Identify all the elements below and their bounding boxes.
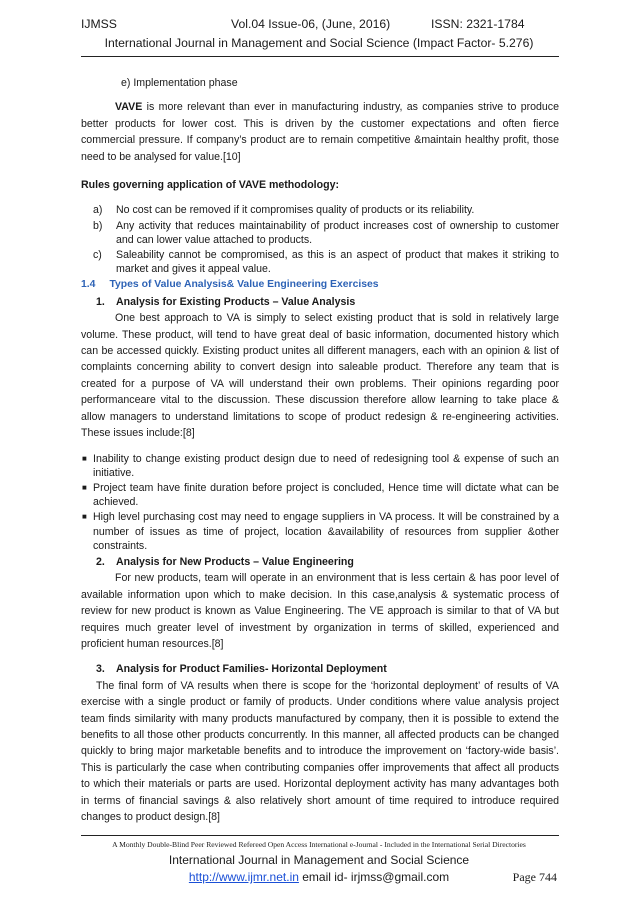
product-families-paragraph: The final form of VA results when there is scope for the ‘horizontal deployment’ of results of VA exercise with a single product or family of products. Under conditions where value analysis project team finds similarity with many products manufactured by company, then it is possible to extend the benefits to all those other products concurrently. In this manner, all affected products can be changed quickly to bring major marketable benefits and to introduce the improvement on ‘factory-wide basis’. This is particularly the case when contributing companies offer improvements that affect all products to which their materials or parts are used. Horizontal deployment activity has many advantages both in terms of financial savings & also relatively short amount of time required to introduce required changes to product design.[8] xyxy=(81,679,559,824)
journal-abbreviation: IJMSS xyxy=(81,17,117,31)
article-body xyxy=(81,75,559,825)
square-bullet-icon: ■ xyxy=(82,453,87,463)
journal-website-link[interactable]: http://www.ijmr.net.in xyxy=(188,870,299,884)
subsection-heading-2: 2. Analysis for New Products – Value Engineering xyxy=(96,555,354,568)
header-rule xyxy=(81,56,559,57)
intro-paragraph xyxy=(81,99,559,165)
rule-item: b) Any activity that reduces maintainability of product increases cost of ownership to customer and can lower value attached to products. xyxy=(93,219,559,246)
section-number: 1.4 xyxy=(81,279,96,291)
section-heading xyxy=(81,277,559,293)
issues-list xyxy=(81,452,559,553)
page-number: Page 744 xyxy=(512,870,557,884)
section-title: Types of Value Analysis& Value Engineering Exercises xyxy=(109,279,379,291)
square-bullet-icon: ■ xyxy=(82,482,87,492)
new-products-paragraph: For new products, team will operate in an environment that is less certain & has poor level of available information upon which to make decision. In this case,analysis & systematic process of review for new product is known as Value Engineering. The VE approach is similar to that of VA but requires much greater level of investment by organization in terms of skilled, experienced and proficient human resources.[8] xyxy=(81,572,559,650)
issue-item: ■ Inability to change existing product design due to need of redesigning tool & expense of such an initiative. xyxy=(82,452,559,479)
volume-issue: Vol.04 Issue-06, (June, 2016) xyxy=(231,17,391,31)
rules-heading: Rules governing application of VAVE methodology: xyxy=(81,179,339,192)
rule-item: a) No cost can be removed if it compromises quality of products or its reliability. xyxy=(93,204,475,217)
existing-products-paragraph: One best approach to VA is simply to select existing product that is sold in relatively large volume. These product, will tend to have great deal of basic information, documented history which can be accessed quickly. Existing product unites all different managers, each with an opinion & list of complaints concerning ability to convert design into saleable product. Therefore any team that is created for a purpose of VA will understand their own problems. Their opinions regarding poor performanceare vital to the discussion. These discussion therefore allow learning to take place & allow managers to understand limitations to scope of product redesign & re-engineering activities. These issues include:[8] xyxy=(81,312,559,440)
footer-rule xyxy=(81,835,559,836)
subsection-heading-1: 1. Analysis for Existing Products – Value Analysis xyxy=(96,295,356,308)
footer-description: A Monthly Double-Blind Peer Reviewed Refereed Open Access International e-Journal - Included in the International Serial Directories xyxy=(112,840,526,849)
footer-journal-name: International Journal in Management and Social Science xyxy=(168,853,470,867)
subsection-heading-3: 3. Analysis for Product Families- Horizontal Deployment xyxy=(96,663,387,676)
footer-email: email id- irjmss@gmail.com xyxy=(298,870,450,884)
intro-term: VAVE xyxy=(115,101,143,114)
rule-item: c) Saleability cannot be compromised, as this is an aspect of product that makes it striking to market and gives it appeal value. xyxy=(93,249,559,276)
issue-item: ■ Project team have finite duration before project is concluded, Hence time will dictate what can be achieved. xyxy=(82,481,559,509)
intro-text: is more relevant than ever in manufacturing industry, as companies strive to produce better products for lower cost. This is driven by the customer expectations and often fierce commercial pressure. If company’s product are to remain competitive &maintain healthy profit, those need to be analysed for value.[10] xyxy=(81,101,559,163)
phase-item: e) Implementation phase xyxy=(121,77,238,89)
issue-item: ■ High level purchasing cost may need to engage suppliers in VA process. It will be constrained by a number of issues as time of project, location &availability of resources from supplier &other constraints. xyxy=(82,511,559,552)
journal-full-title: International Journal in Management and Social Science (Impact Factor- 5.276) xyxy=(104,36,534,50)
issn: ISSN: 2321-1784 xyxy=(431,17,525,31)
rules-list xyxy=(81,203,559,276)
square-bullet-icon: ■ xyxy=(82,512,87,522)
